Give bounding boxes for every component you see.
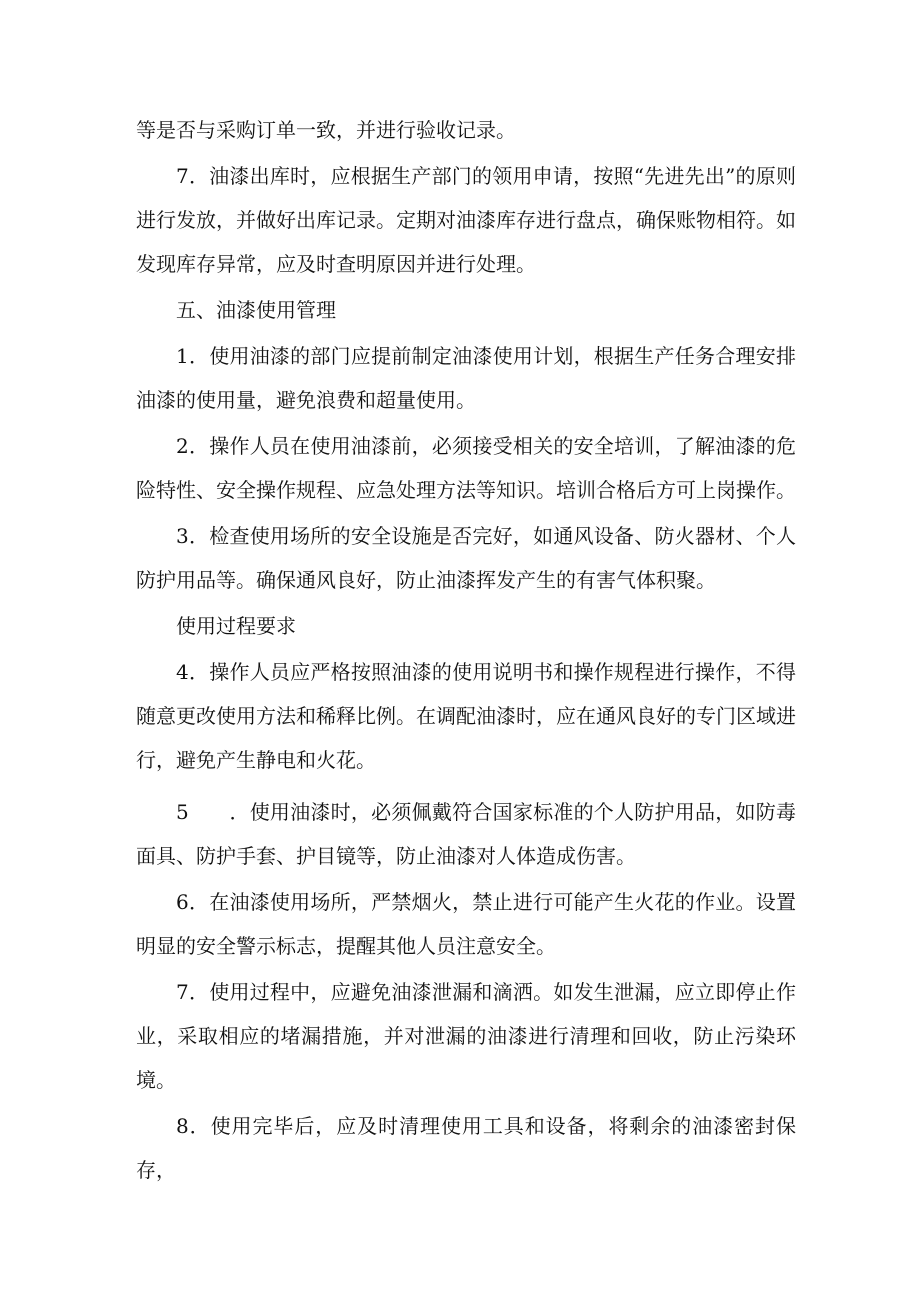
document-body: [136, 108, 796, 1192]
paragraph-item-1-plan: 1．使用油漆的部门应提前制定油漆使用计划，根据生产任务合理安排油漆的使用量，避免浪费和超量使用。: [136, 344, 796, 412]
paragraph-item-5-protection: 5 ．使用油漆时，必须佩戴符合国家标准的个人防护用品，如防毒面具、防护手套、护目镜等，防止油漆对人体造成伤害。: [136, 800, 796, 868]
paragraph-item-6-no-fire: 6．在油漆使用场所，严禁烟火，禁止进行可能产生火花的作业。设置明显的安全警示标志，提醒其他人员注意安全。: [136, 890, 796, 958]
paragraph-continuation: 等是否与采购订单一致，并进行验收记录。: [136, 118, 516, 142]
paragraph-item-7-leakage: 7．使用过程中，应避免油漆泄漏和滴洒。如发生泄漏，应立即停止作业，采取相应的堵漏措施，并对泄漏的油漆进行清理和回收，防止污染环境。: [136, 980, 796, 1092]
paragraph-item-4-operation: 4．操作人员应严格按照油漆的使用说明书和操作规程进行操作，不得随意更改使用方法和稀释比例。在调配油漆时，应在通风良好的专门区域进行，避免产生静电和火花。: [136, 660, 796, 772]
paragraph-item-8-cleanup: 8．使用完毕后，应及时清理使用工具和设备，将剩余的油漆密封保存，: [136, 1114, 796, 1182]
paragraph-item-7-outbound: 7．油漆出库时，应根据生产部门的领用申请，按照“先进先出”的原则进行发放，并做好出库记录。定期对油漆库存进行盘点，确保账物相符。如发现库存异常，应及时查明原因并进行处理。: [136, 164, 796, 276]
subheading-usage-requirements: 使用过程要求: [176, 614, 296, 638]
paragraph-item-2-training: 2．操作人员在使用油漆前，必须接受相关的安全培训，了解油漆的危险特性、安全操作规程、应急处理方法等知识。培训合格后方可上岗操作。: [136, 434, 796, 502]
section-heading-usage-management: 五、油漆使用管理: [176, 298, 336, 322]
paragraph-item-3-safety-check: 3．检查使用场所的安全设施是否完好，如通风设备、防火器材、个人防护用品等。确保通风良好，防止油漆挥发产生的有害气体积聚。: [136, 524, 796, 592]
